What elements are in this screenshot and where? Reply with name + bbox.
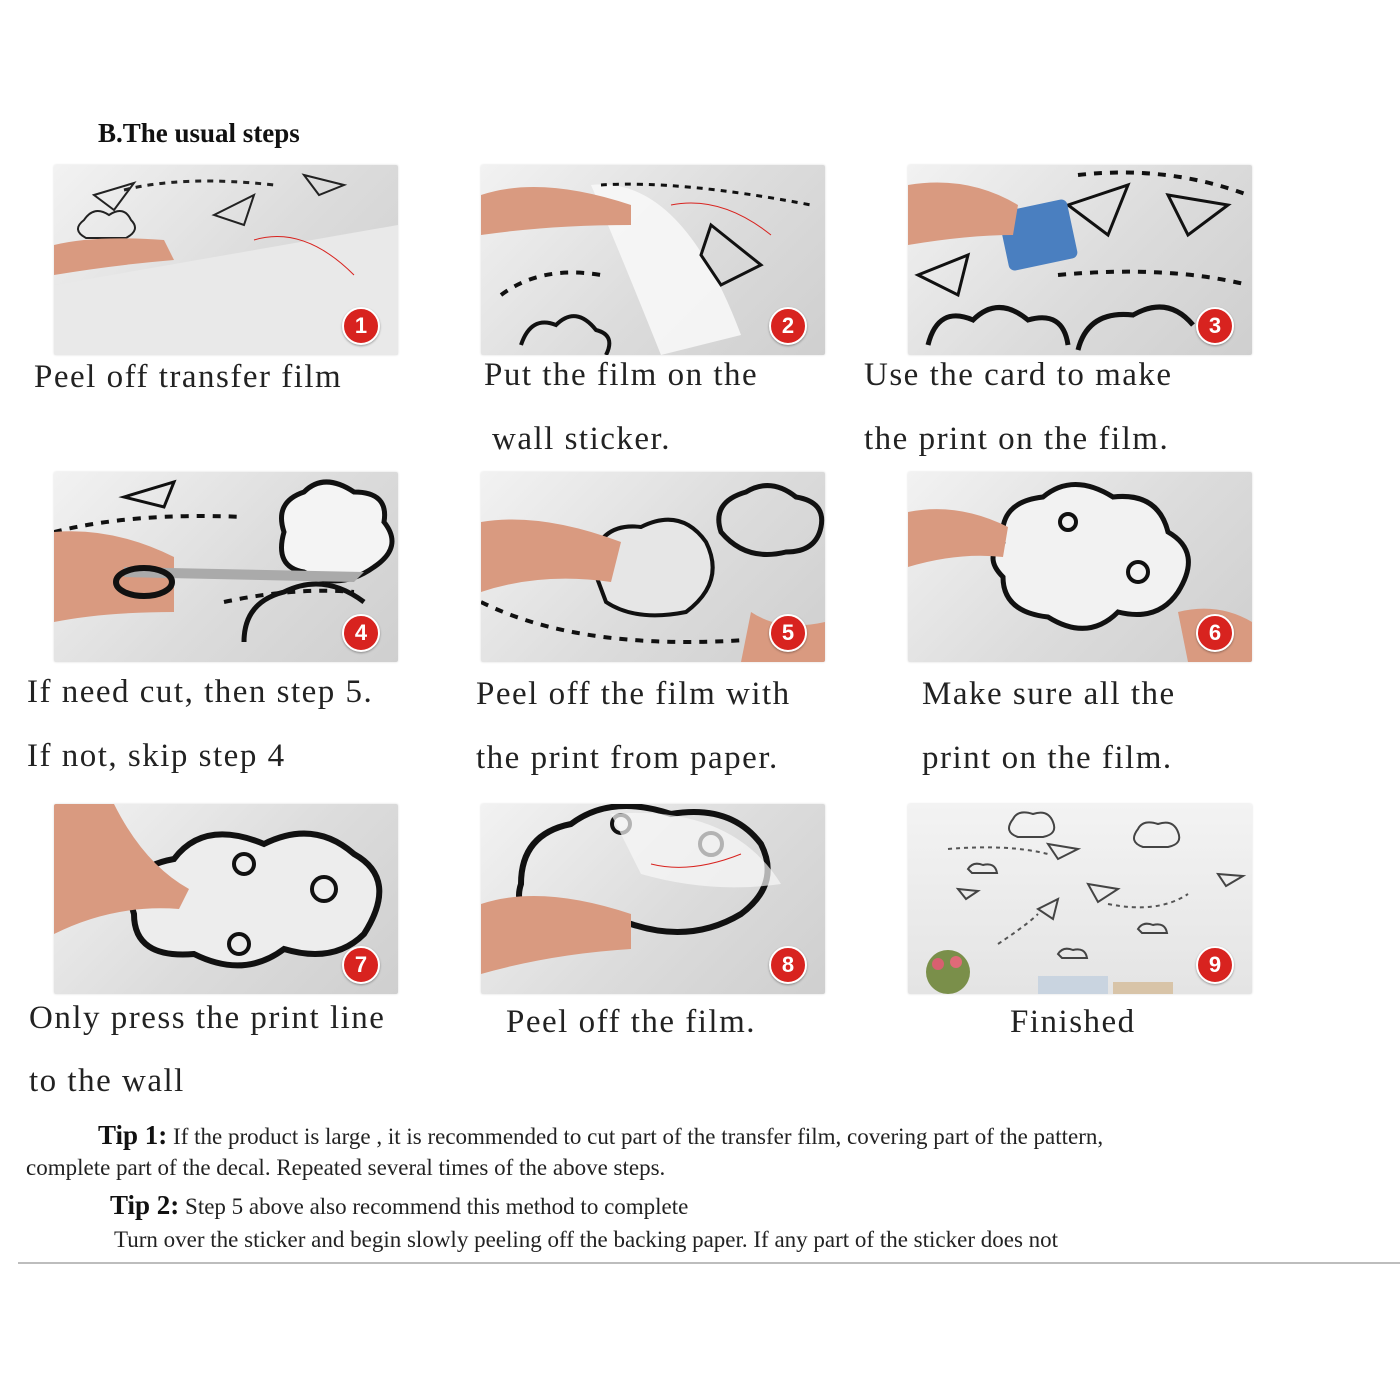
tip-1-line-2: complete part of the decal. Repeated several times of the above steps. (26, 1155, 666, 1180)
step-badge: 5 (769, 614, 807, 652)
step-badge: 4 (342, 614, 380, 652)
step-5-caption-2: the print from paper. (476, 740, 779, 776)
step-badge: 6 (1196, 614, 1234, 652)
tip-1-text: If the product is large , it is recommended to cut part of the transfer film, covering part of the pattern, (173, 1124, 1104, 1149)
step-5-photo (481, 472, 825, 662)
step-badge: 9 (1196, 946, 1234, 984)
step-2-photo (481, 165, 825, 355)
tip-2-label: Tip 2: (110, 1190, 180, 1220)
step-7-caption-2: to the wall (29, 1063, 185, 1099)
tip-2-line-2: Turn over the sticker and begin slowly peeling off the backing paper. If any part of the sticker does not (114, 1227, 1059, 1252)
tip-1-line-1 (98, 1120, 1103, 1151)
step-3-photo (908, 165, 1252, 355)
page-heading: B.The usual steps (98, 118, 300, 148)
step-9-caption: Finished (1010, 1004, 1136, 1040)
step-badge: 1 (342, 307, 380, 345)
step-4-photo (54, 472, 398, 662)
step-2-caption: Put the film on the (484, 357, 759, 393)
step-2-caption-2: wall sticker. (492, 421, 671, 457)
step-9-photo (908, 804, 1252, 994)
step-4-caption-2: If not, skip step 4 (27, 738, 286, 774)
tip-1-label: Tip 1: (98, 1120, 168, 1150)
tip-2-text: Step 5 above also recommend this method to complete (185, 1194, 689, 1219)
step-7-caption: Only press the print line (29, 1000, 386, 1036)
step-badge: 2 (769, 307, 807, 345)
step-3-caption-2: the print on the film. (864, 421, 1170, 457)
step-8-photo (481, 804, 825, 994)
step-8-caption: Peel off the film. (506, 1004, 757, 1040)
tip-2-line-1 (110, 1190, 688, 1221)
step-3-caption: Use the card to make (864, 357, 1173, 393)
step-6-caption-2: print on the film. (922, 740, 1173, 776)
step-7-photo (54, 804, 398, 994)
step-6-caption: Make sure all the (922, 676, 1176, 712)
step-5-caption: Peel off the film with (476, 676, 791, 712)
step-6-photo (908, 472, 1252, 662)
step-1-caption: Peel off transfer film (34, 359, 343, 395)
step-badge: 3 (1196, 307, 1234, 345)
step-4-caption: If need cut, then step 5. (27, 674, 374, 710)
step-badge: 7 (342, 946, 380, 984)
bottom-divider (18, 1262, 1400, 1264)
step-1-photo (54, 165, 398, 355)
step-badge: 8 (769, 946, 807, 984)
